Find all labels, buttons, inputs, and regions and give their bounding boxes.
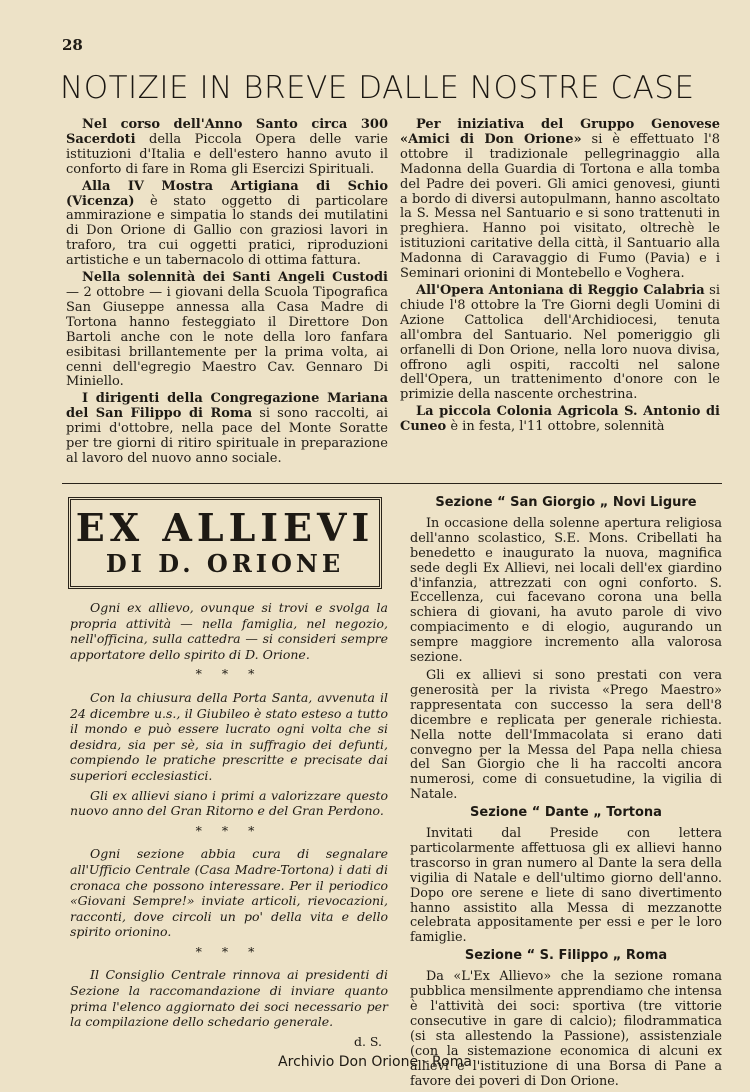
section-paragraph: In occasione della solenne apertura religiosa dell'anno scolastico, S.E. Mons. Cribellati ha benedetto e inaugurato la nuova, magnifica sede degli Ex Allievi, nei locali dell'ex giardino d'infanzia, attrezzati con ogni conforto. S. Eccellenza, cui facevano corona una bella schiera di giovani, ha avuto parole di vivo compiacimento e di elogio, augurando un sempre maggiore incremento alla valorosa sezione. [410,515,722,666]
notice-paragraph: Gli ex allievi siano i primi a valorizzare questo nuovo anno del Gran Ritorno e del Gran Perdono. [70,787,388,819]
news-item: Nel corso dell'Anno Santo circa 300 Sacerdoti della Piccola Opera delle varie istituzioni d'Italia e dell'estero hanno avuto il conforto di fare in Roma gli Esercizi Spirituali. [66,117,388,177]
news-item: All'Opera Antoniana di Reggio Calabria si chiude l'8 ottobre la Tre Giorni degli Uomini di Azione Cattolica dell'Archidiocesi, tenuta all'ombra del Santuario. Nel pomeriggio gli orfanelli di Don Orione, nella loro nuova divisa, offrono agli ospiti, raccolti nel salone dell'Opera, un trattenimento d'onore con le primizie della nascente orchestrina. [400,282,720,403]
separator-stars: * * * [195,943,263,959]
separator-stars: * * * [195,822,263,838]
news-column-right [400,118,720,437]
section-divider [62,483,722,484]
news-column-left [66,118,388,469]
section-heading: Sezione “ S. Filippo „ Roma [464,948,668,964]
archive-footer: Archivio Don Orione - Roma [278,1054,472,1070]
page-title: NOTIZIE IN BREVE DALLE NOSTRE CASE [60,70,695,106]
banner-title: EX ALLIEVI [75,505,375,550]
section-paragraph: Invitati dal Preside con lettera particolarmente affettuosa gli ex allievi hanno trascorso in gran numero al Dante la sera della vigilia di Natale e dell'ultimo giorno dell'anno. Dopo ore serene e liete di sano divertimento hanno assistito alla Messa di mezzanotte celebrata appositamente per essi e per le loro famiglie. [410,826,722,946]
news-item: I dirigenti della Congregazione Mariana del San Filippo di Roma si sono raccolti, ai primi d'ottobre, nella pace del Monte Soratte per tre giorni di ritiro spirituale in preparazione al lavoro del nuovo anno sociale. [66,391,388,466]
separator-stars: * * * [195,666,263,682]
notice-paragraph: Il Consiglio Centrale rinnova ai presidenti di Sezione la raccomandazione di inviare quanto prima l'elenco aggiornato dei soci necessario per la compilazione dello schedario generale. [70,967,388,1030]
notice-paragraph: Con la chiusura della Porta Santa, avvenuta il 24 dicembre u.s., il Giubileo è stato esteso a tutto il mondo e può essere lucrato ogni volta che si desidra, sia per sè, sia in suffragio dei defunti, compiendo le pratiche prescritte e precisate dai superiori ecclesiastici. [70,689,388,783]
section-heading: Sezione “ San Giorgio „ Novi Ligure [435,495,697,510]
notice-paragraph: Ogni sezione abbia cura di segnalare all'Ufficio Centrale (Casa Madre-Tortona) i dati di cronaca che possono interessare. Per il periodico «Giovani Sempre!» inviate articoli, rievocazioni, racconti, dove circoli un po' della vita e dello spirito orionino. [70,846,388,940]
sections-column [410,494,722,1092]
page-number: 28 [62,36,83,54]
signature: d. S. [353,1033,382,1049]
banner-subtitle: DI D. ORIONE [105,549,345,578]
news-item: Nella solennità dei Santi Angeli Custodi — 2 ottobre — i giovani della Scuola Tipografica San Giuseppe annessa alla Casa Madre di Tortona hanno festeggiato il Direttore Don Bartoli anche con le note della loro fanfara esibitasi brillantemente per la prima volta, ai cenni dell'egregio Maestro Cav. Gennaro Di Miniello. [66,270,388,390]
news-item: Alla IV Mostra Artigiana di Schio (Vicenza) è stato oggetto di particolare ammirazione e simpatia lo stands dei mutilatini di Don Orione di Gallio con graziosi lavori in traforo, tra cui oggetti pratici, riproduzioni artistiche e un tabernacolo di ottima fattura. [66,178,388,269]
italic-notices [70,600,388,1049]
news-item: Per iniziativa del Gruppo Genovese «Amici di Don Orione» si è effettuato l'8 ottobre il tradizionale pellegrinaggio alla Madonna della Guardia di Tortona e alla tomba del Padre dei poveri. Gli amici genovesi, giunti a bordo di diversi autopulmann, hanno ascoltato la S. Messa nel Santuario e si sono trattenuti in preghiera. Hanno poi visitato, oltrechè le istituzioni caritative della città, il Santuario alla Madonna di Caravaggio di Fumo (Pavia) e i Seminari orionini di Montebello e Voghera. [400,117,720,282]
section-paragraph: Gli ex allievi si sono prestati con vera generosità per la rivista «Prego Maestro» rappresentata con successo la sera dell'8 dicembre e replicata per generale richiesta. Nella notte dell'Immacolata si erano dati convegno per la Messa del Papa nella chiesa del San Giorgio che li ha raccolti ancora numerosi, come di consuetudine, la vigilia di Natale. [410,667,722,803]
notice-paragraph: Ogni ex allievo, ovunque si trovi e svolga la propria attività — nella famiglia, nel negozio, nell'officina, sulla cattedra — si consideri sempre apportatore dello spirito di D. Orione. [70,600,388,662]
news-item: La piccola Colonia Agricola S. Antonio di Cuneo è in festa, l'11 ottobre, solennità [400,404,720,435]
section-heading: Sezione “ Dante „ Tortona [470,805,662,821]
section-paragraph: Da «L'Ex Allievo» che la sezione romana pubblica mensilmente apprendiamo che intensa è l'attività dei soci: sportiva (tre vittorie consecutive in gare di calcio); filodrammatica (si sta allestendo la Passione), assistenziale (con la sistemazione economica di alcuni ex allievi e l'istituzione di una Borsa di Pane a favore dei poveri di Don Orione. [410,969,722,1089]
ex-allievi-banner [68,497,382,589]
